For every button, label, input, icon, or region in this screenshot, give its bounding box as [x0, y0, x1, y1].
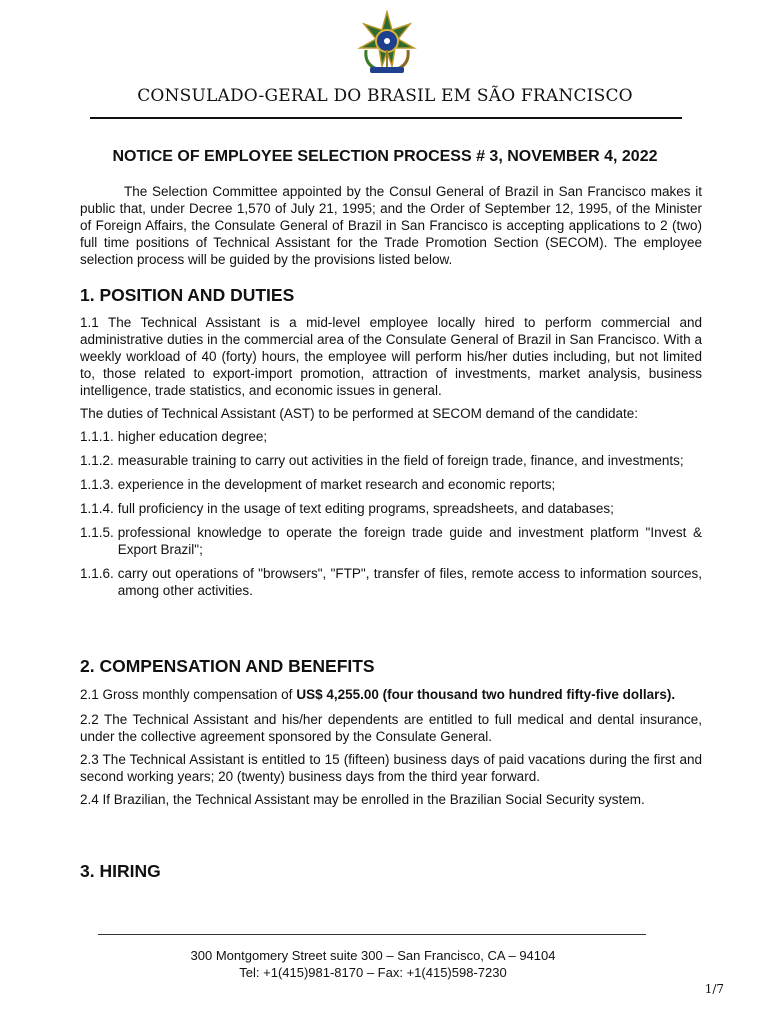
section-2-paragraph-4: 2.4 If Brazilian, the Technical Assistant may be enrolled in the Brazilian Social Security system. [80, 792, 645, 807]
footer-address: 300 Montgomery Street suite 300 – San Francisco, CA – 94104 [190, 948, 556, 963]
coat-of-arms-icon [356, 10, 418, 76]
section-2-body [80, 686, 702, 808]
intro-paragraph: The Selection Committee appointed by the Consul General of Brazil in San Francisco makes it public that, under Decree 1,570 of July 21, 1995; and the Order of September 12, 1995, of the Minister of Foreign Affairs, the Consulate General of Brazil in San Francisco is accepting applications to 2 (two) full time positions of Technical Assistant for the Trade Promotion Section (SECOM). The employee selection process will be guided by the provisions listed below. [80, 184, 702, 267]
duty-item [80, 565, 702, 599]
page-number: 1/7 [704, 982, 724, 996]
duty-item-number: 1.1.4. [80, 501, 114, 516]
compensation-prefix: 2.1 Gross monthly compensation of [80, 687, 293, 702]
section-2-heading: 2. COMPENSATION AND BENEFITS [80, 656, 375, 676]
notice-title: NOTICE OF EMPLOYEE SELECTION PROCESS # 3, NOVEMBER 4, 2022 [112, 148, 658, 165]
duty-item-text: professional knowledge to operate the foreign trade guide and investment platform "Invest & Export Brazil"; [117, 525, 702, 557]
duty-item [80, 428, 702, 445]
section-1-body [80, 314, 702, 599]
duty-item-number: 1.1.2. [80, 453, 114, 468]
duty-item [80, 500, 702, 517]
duty-item-text: higher education degree; [117, 429, 268, 444]
duty-item-number: 1.1.5. [80, 525, 114, 540]
duty-item-number: 1.1.1. [80, 429, 114, 444]
duty-item-number: 1.1.6. [80, 566, 114, 581]
header-divider [90, 117, 682, 119]
duty-item-text: experience in the development of market research and economic reports; [117, 477, 556, 492]
duty-item [80, 452, 702, 469]
compensation-amount: US$ 4,255.00 (four thousand two hundred fifty-five dollars). [296, 687, 676, 702]
duty-item [80, 524, 702, 558]
consulate-title: CONSULADO-GERAL DO BRASIL EM SÃO FRANCISCO [137, 86, 633, 106]
footer-divider [98, 934, 646, 935]
duty-item-text: carry out operations of "browsers", "FTP", transfer of files, remote access to information sources, among other activities. [117, 566, 702, 598]
footer-contact: Tel: +1(415)981-8170 – Fax: +1(415)598-7230 [239, 965, 507, 980]
duty-item-text: full proficiency in the usage of text editing programs, spreadsheets, and databases; [117, 501, 614, 516]
section-2-paragraph-2: 2.2 The Technical Assistant and his/her dependents are entitled to full medical and dental insurance, under the collective agreement sponsored by the Consulate General. [80, 712, 702, 744]
compensation-paragraph [80, 686, 702, 703]
duty-item-number: 1.1.3. [80, 477, 114, 492]
duty-item-text: measurable training to carry out activities in the field of foreign trade, finance, and investments; [117, 453, 684, 468]
section-1-paragraph-2: The duties of Technical Assistant (AST) to be performed at SECOM demand of the candidate: [80, 406, 639, 421]
section-1-paragraph-1: 1.1 The Technical Assistant is a mid-level employee locally hired to perform commercial and administrative duties in the commercial area of the Consulate General of Brazil in San Francisco. With a weekly workload of 40 (forty) hours, the employee will perform his/her duties including, but not limited to, those related to export-import promotion, attraction of investments, market analysis, business intelligence, trade statistics, and economic issues in general. [80, 315, 702, 398]
section-3-heading: 3. HIRING [80, 861, 161, 881]
section-2-paragraph-3: 2.3 The Technical Assistant is entitled to 15 (fifteen) business days of paid vacations during the first and second working years; 20 (twenty) business days from the third year forward. [80, 752, 702, 784]
section-1-heading: 1. POSITION AND DUTIES [80, 285, 295, 305]
duty-item [80, 476, 702, 493]
